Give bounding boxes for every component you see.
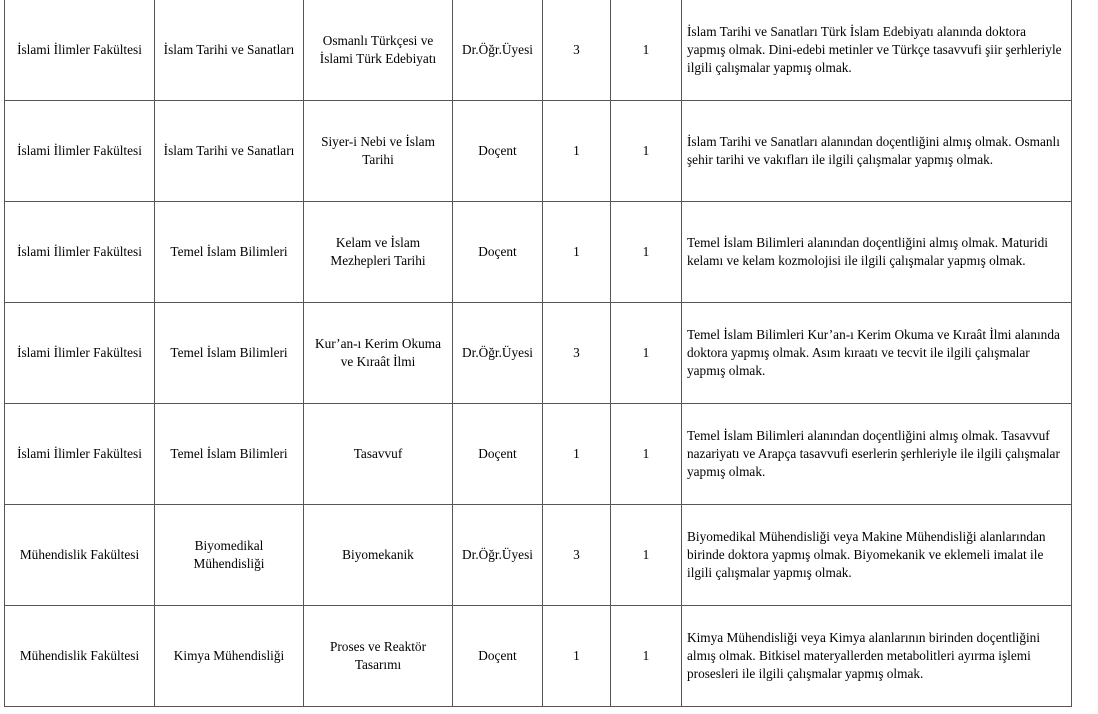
faculty-cell: İslami İlimler Fakültesi — [5, 404, 155, 505]
department-cell: Kimya Mühendisliği — [155, 606, 304, 707]
degree-cell: 3 — [543, 303, 611, 404]
table-row — [5, 606, 1072, 707]
count-cell: 1 — [611, 303, 682, 404]
field-cell: Kur’an-ı Kerim Okuma ve Kıraât İlmi — [304, 303, 453, 404]
title-cell: Doçent — [453, 404, 543, 505]
faculty-cell: İslami İlimler Fakültesi — [5, 0, 155, 101]
count-cell: 1 — [611, 0, 682, 101]
degree-cell: 1 — [543, 606, 611, 707]
title-cell: Dr.Öğr.Üyesi — [453, 505, 543, 606]
department-cell: Temel İslam Bilimleri — [155, 303, 304, 404]
field-cell: Osmanlı Türkçesi ve İslami Türk Edebiyatı — [304, 0, 453, 101]
requirement-cell: İslam Tarihi ve Sanatları Türk İslam Edebiyatı alanında doktora yapmış olmak. Dini-edebi metinler ve Türkçe tasavvufi şiir şerhleriyle ilgili çalışmalar yapmış olmak. — [682, 0, 1072, 101]
title-cell: Doçent — [453, 101, 543, 202]
title-cell: Dr.Öğr.Üyesi — [453, 0, 543, 101]
requirement-cell: Kimya Mühendisliği veya Kimya alanlarının birinden doçentliğini almış olmak. Bitkisel materyallerden metabolitleri ayırma işlemi prosesleri ile ilgili çalışmalar yapmış olmak. — [682, 606, 1072, 707]
table-row — [5, 0, 1072, 101]
faculty-cell: Mühendislik Fakültesi — [5, 505, 155, 606]
requirement-cell: Temel İslam Bilimleri Kur’an-ı Kerim Okuma ve Kıraât İlmi alanında doktora yapmış olmak. Asım kıraatı ve tecvit ile ilgili çalışmalar yapmış olmak. — [682, 303, 1072, 404]
degree-cell: 3 — [543, 505, 611, 606]
title-cell: Doçent — [453, 606, 543, 707]
field-cell: Biyomekanik — [304, 505, 453, 606]
faculty-cell: Mühendislik Fakültesi — [5, 606, 155, 707]
faculty-cell: İslami İlimler Fakültesi — [5, 202, 155, 303]
count-cell: 1 — [611, 101, 682, 202]
faculty-cell: İslami İlimler Fakültesi — [5, 101, 155, 202]
table-row — [5, 505, 1072, 606]
degree-cell: 1 — [543, 101, 611, 202]
table-row — [5, 404, 1072, 505]
table-row — [5, 303, 1072, 404]
table-row — [5, 202, 1072, 303]
degree-cell: 1 — [543, 202, 611, 303]
count-cell: 1 — [611, 202, 682, 303]
title-cell: Dr.Öğr.Üyesi — [453, 303, 543, 404]
degree-cell: 1 — [543, 404, 611, 505]
department-cell: Temel İslam Bilimleri — [155, 404, 304, 505]
field-cell: Tasavvuf — [304, 404, 453, 505]
count-cell: 1 — [611, 404, 682, 505]
field-cell: Proses ve Reaktör Tasarımı — [304, 606, 453, 707]
count-cell: 1 — [611, 606, 682, 707]
requirement-cell: İslam Tarihi ve Sanatları alanından doçentliğini almış olmak. Osmanlı şehir tarihi ve vakıfları ile ilgili çalışmalar yapmış olmak. — [682, 101, 1072, 202]
department-cell: Temel İslam Bilimleri — [155, 202, 304, 303]
department-cell: İslam Tarihi ve Sanatları — [155, 0, 304, 101]
field-cell: Kelam ve İslam Mezhepleri Tarihi — [304, 202, 453, 303]
field-cell: Siyer-i Nebi ve İslam Tarihi — [304, 101, 453, 202]
count-cell: 1 — [611, 505, 682, 606]
title-cell: Doçent — [453, 202, 543, 303]
positions-table — [4, 0, 1072, 707]
requirement-cell: Temel İslam Bilimleri alanından doçentliğini almış olmak. Tasavvuf nazariyatı ve Arapça tasavvufi eserlerin şerhleriyle ile ilgili çalışmalar yapmış olmak. — [682, 404, 1072, 505]
department-cell: Biyomedikal Mühendisliği — [155, 505, 304, 606]
faculty-cell: İslami İlimler Fakültesi — [5, 303, 155, 404]
requirement-cell: Biyomedikal Mühendisliği veya Makine Mühendisliği alanlarından birinde doktora yapmış olmak. Biyomekanik ve eklemeli imalat ile ilgili çalışmalar yapmış olmak. — [682, 505, 1072, 606]
department-cell: İslam Tarihi ve Sanatları — [155, 101, 304, 202]
requirement-cell: Temel İslam Bilimleri alanından doçentliğini almış olmak. Maturidi kelamı ve kelam kozmolojisi ile ilgili çalışmalar yapmış olmak. — [682, 202, 1072, 303]
degree-cell: 3 — [543, 0, 611, 101]
table-row — [5, 101, 1072, 202]
